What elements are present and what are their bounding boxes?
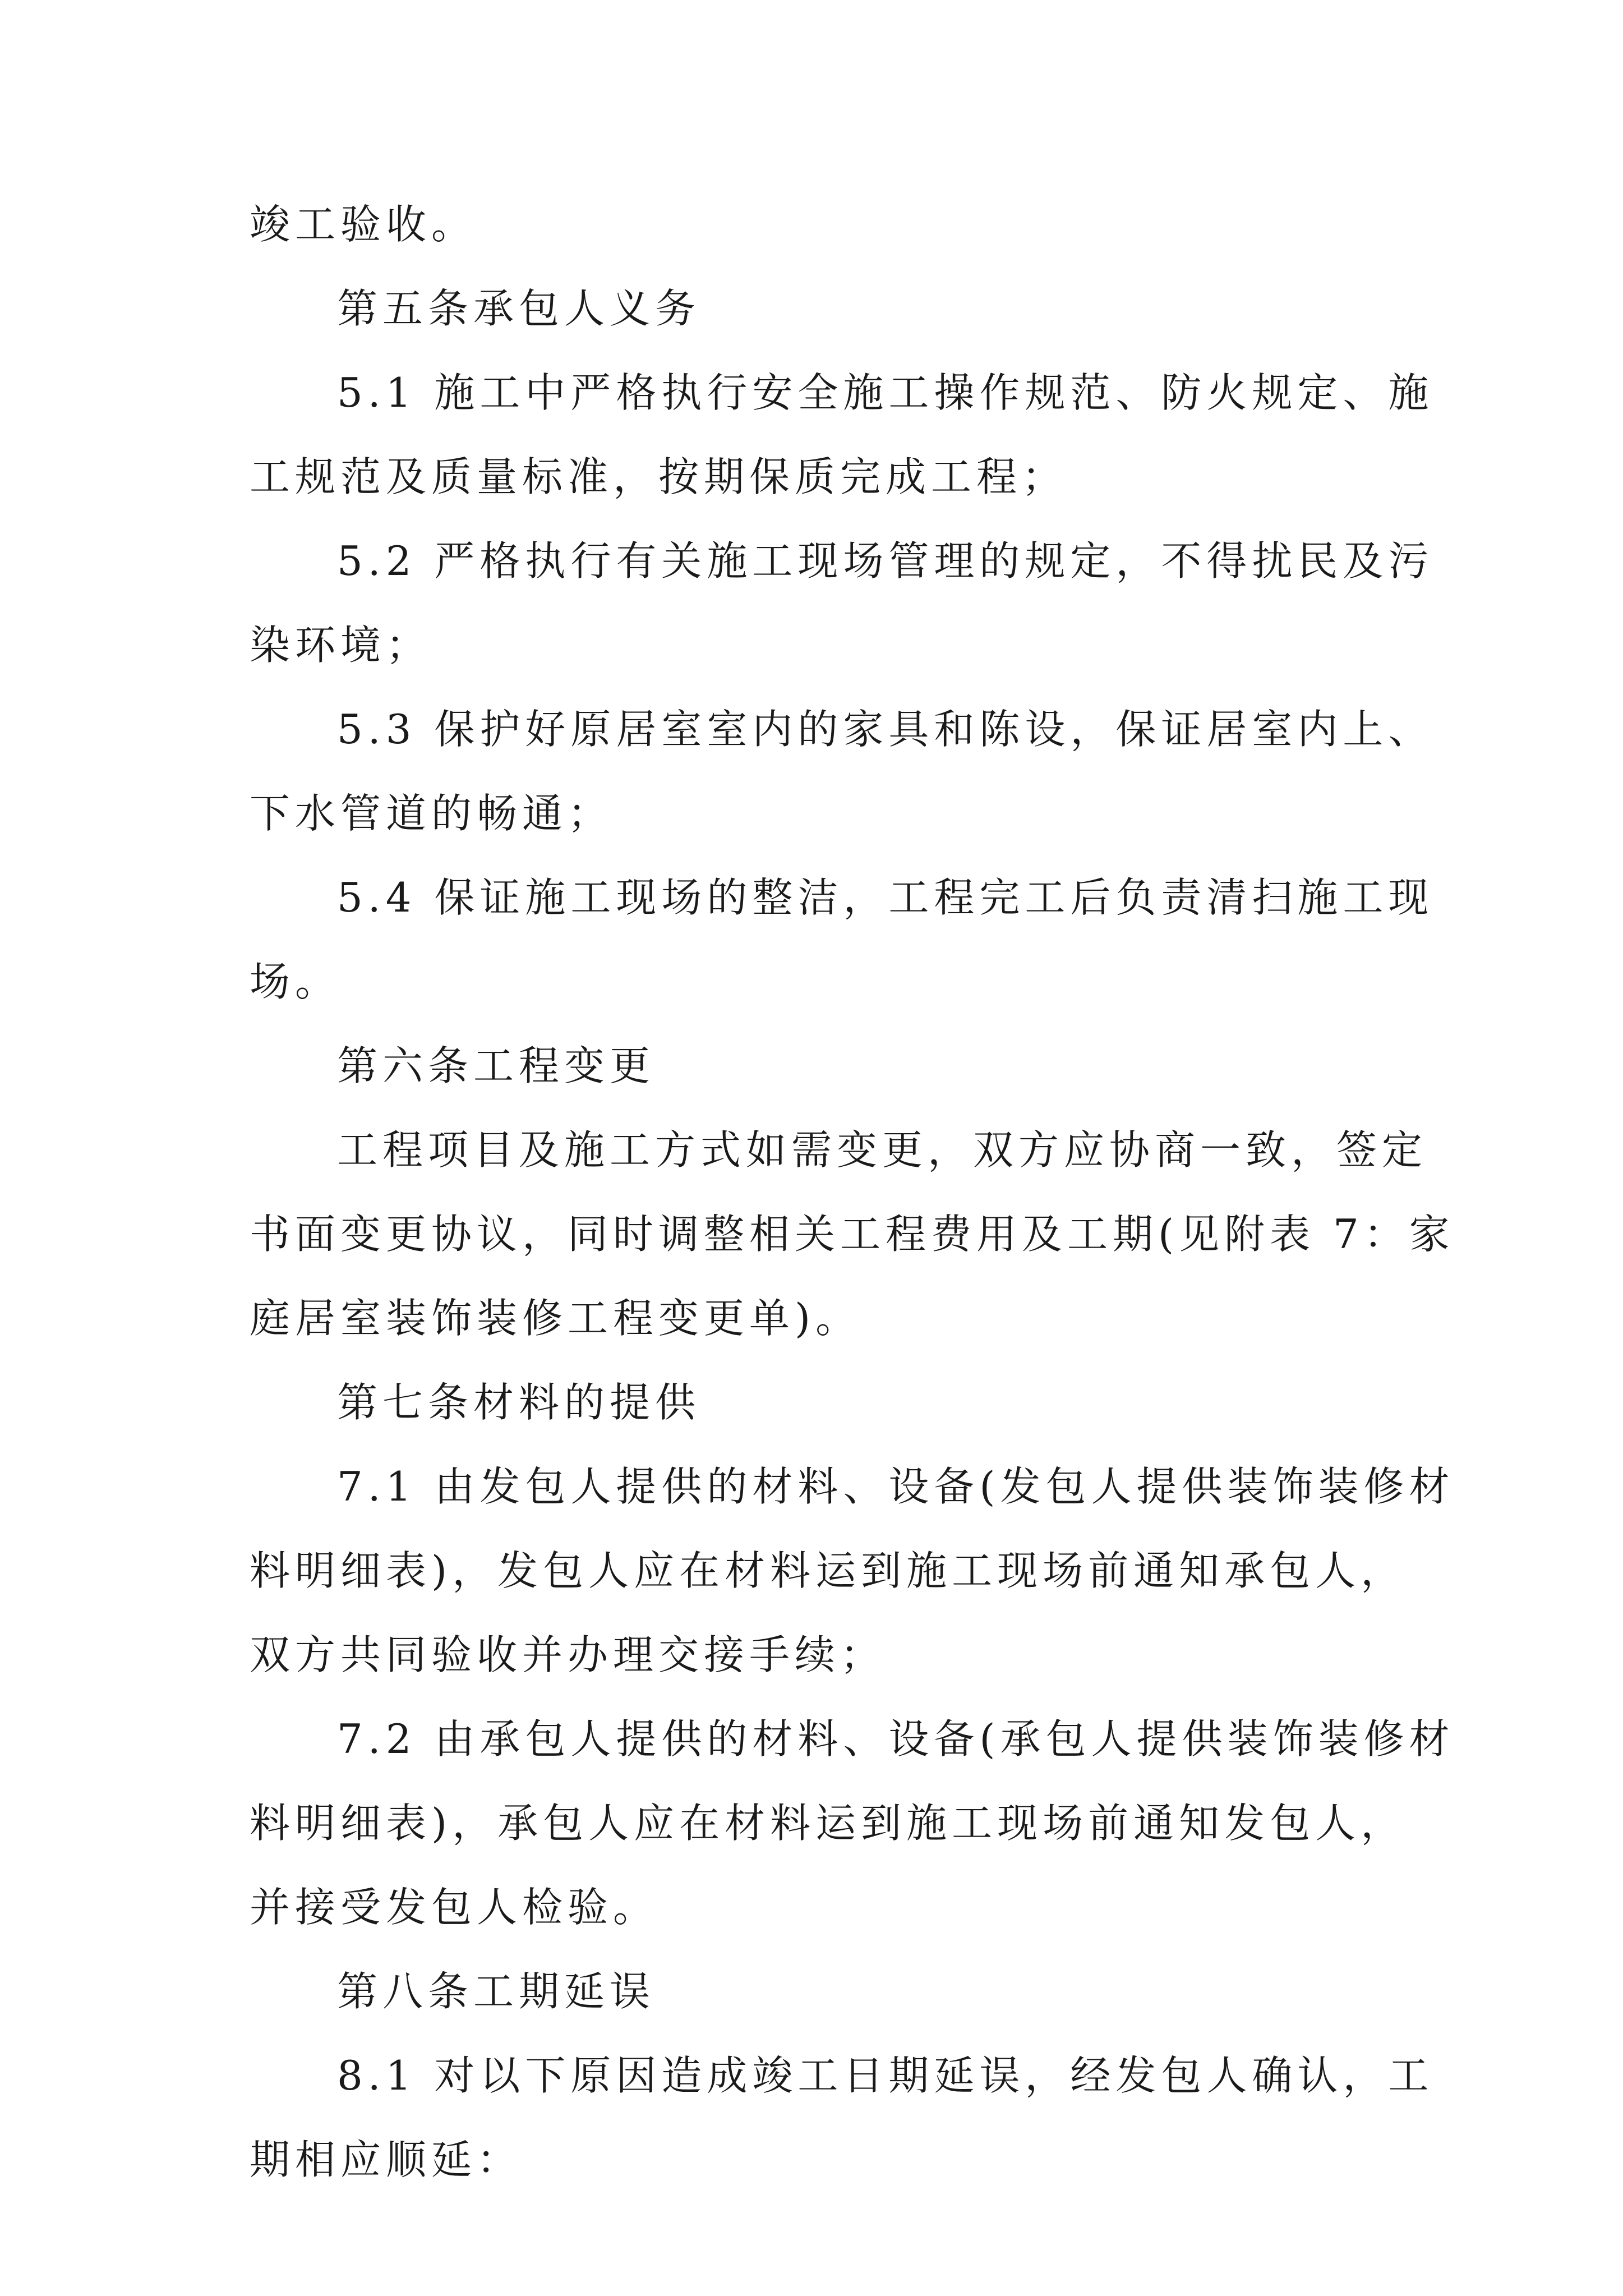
clause-7-2-line-2: 料明细表)，承包人应在材料运到施工现场前通知发包人， xyxy=(250,1800,1407,1847)
clause-5-4-line-2: 场。 xyxy=(250,958,341,1005)
clause-7-2-line-3: 并接受发包人检验。 xyxy=(250,1884,659,1931)
article-8-heading: 第八条工期延误 xyxy=(337,1968,656,2015)
article-6-line-1: 工程项目及施工方式如需变更，双方应协商一致，签定 xyxy=(337,1126,1428,1174)
clause-5-2-line-2: 染环境； xyxy=(250,622,432,669)
clause-5-1-line-2: 工规范及质量标准，按期保质完成工程； xyxy=(250,453,1068,500)
article-7-heading: 第七条材料的提供 xyxy=(337,1379,701,1426)
article-5-heading: 第五条承包人义务 xyxy=(337,285,701,332)
clause-5-3-line-2: 下水管道的畅通； xyxy=(250,790,614,837)
article-6-line-2: 书面变更协议，同时调整相关工程费用及工期(见附表 7：家 xyxy=(250,1211,1455,1258)
clause-7-1-line-1: 7.1 由发包人提供的材料、设备(发包人提供装饰装修材 xyxy=(337,1463,1455,1510)
clause-7-1-line-3: 双方共同验收并办理交接手续； xyxy=(250,1631,886,1678)
text-line-continuation: 竣工验收。 xyxy=(250,201,477,248)
clause-5-3-line-1: 5.3 保护好原居室室内的家具和陈设，保证居室内上、 xyxy=(337,706,1434,753)
article-6-line-3: 庭居室装饰装修工程变更单)。 xyxy=(250,1295,861,1342)
clause-8-1-line-1: 8.1 对以下原因造成竣工日期延误，经发包人确认，工 xyxy=(337,2052,1434,2099)
clause-7-2-line-1: 7.2 由承包人提供的材料、设备(承包人提供装饰装修材 xyxy=(337,1715,1455,1763)
clause-5-1-line-1: 5.1 施工中严格执行安全施工操作规范、防火规定、施 xyxy=(337,369,1434,416)
article-6-heading: 第六条工程变更 xyxy=(337,1042,656,1089)
clause-8-1-line-2: 期相应顺延： xyxy=(250,2136,523,2183)
clause-7-1-line-2: 料明细表)，发包人应在材料运到施工现场前通知承包人， xyxy=(250,1547,1407,1594)
clause-5-4-line-1: 5.4 保证施工现场的整洁，工程完工后负责清扫施工现 xyxy=(337,874,1434,921)
clause-5-2-line-1: 5.2 严格执行有关施工现场管理的规定，不得扰民及污 xyxy=(337,537,1434,585)
